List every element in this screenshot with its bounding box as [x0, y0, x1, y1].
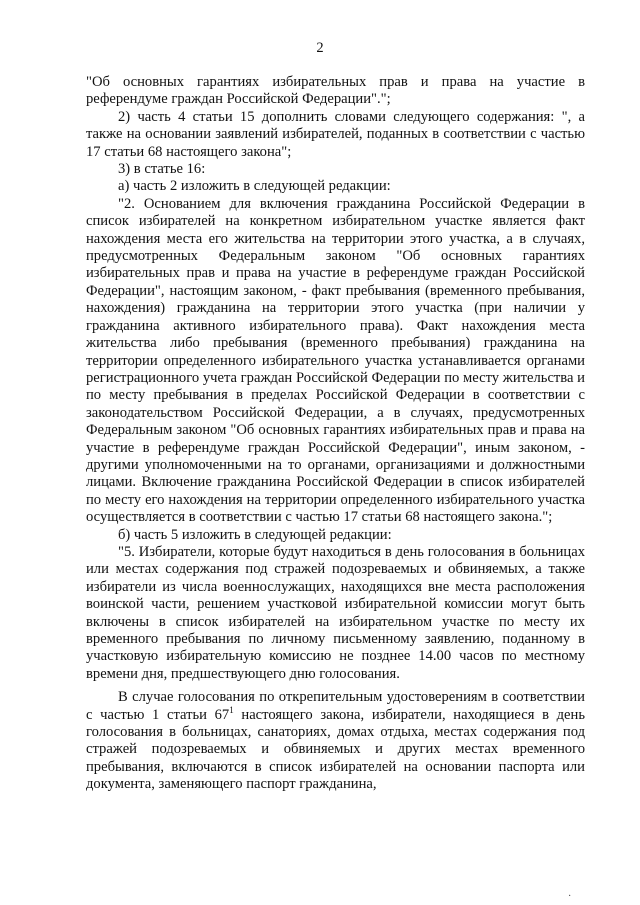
corner-mark: ·	[568, 891, 572, 902]
paragraph-absentee-voting	[86, 689, 585, 793]
page-number: 2	[316, 40, 324, 56]
paragraph-part-5-text: "5. Избиратели, которые будут находиться в день голосования в больницах или местах содержания под стражей подозреваемых и обвиняемых, а также избиратели из числа военнослужащих, находящихся вне места расположения воинской части, решением участковой избирательной комиссии могут быть включены в список избирателей на избирательном участке по месту их временного пребывания по личному письменному заявлению, поданному в участковую избирательную комиссию не позднее 14.00 часов по местному времени дня, предшествующего дню голосования.	[86, 543, 585, 682]
paragraph-item-3b: б) часть 5 изложить в следующей редакции:	[118, 526, 392, 543]
paragraph-absentee-voting-start: В случае голосования по открепительным удостоверениям в соответствии с частью 1 статьи 67	[86, 689, 585, 723]
article-superscript: 1	[229, 704, 234, 715]
paragraph-absentee-voting-end: настоящего закона, избиратели, находящиеся в день голосования в больницах, санаториях, домах отдыха, местах содержания под стражей подозреваемых и обвиняемых и других местах временного пребывания, включаются в список избирателей на основании паспорта или документа, заменяющего паспорт гражданина,	[86, 706, 585, 793]
document-body	[86, 74, 585, 794]
paragraph-law-title-end: "Об основных гарантиях избирательных прав и права на участие в референдуме граждан Российской Федерации".";	[86, 74, 585, 108]
paragraph-item-3: 3) в статье 16:	[118, 161, 206, 178]
paragraph-part-2-text: "2. Основанием для включения гражданина Российской Федерации в список избирателей на конкретном избирательном участке является факт нахождения места его жительства на территории этого участка, а в случаях, предусмотренных Федеральным законом "Об основных гарантиях избирательных прав и права на участие в референдуме граждан Российской Федерации", настоящим законом, - факт пребывания (временного пребывания, нахождения) гражданина на территории этого участка (при наличии у гражданина активного избирательного права). Факт нахождения места жительства либо пребывания (временного пребывания) гражданина на территории определенного избирательного участка устанавливается органами регистрационного учета граждан Российской Федерации по месту жительства и по месту пребывания в пределах Российской Федерации в соответствии с законодательством Российской Федерации, а в случаях, предусмотренных Федеральным законом "Об основных гарантиях избирательных прав и права на участие в референдуме граждан Российской Федерации", иным законом, - другими уполномоченными на то органами, организациями и должностными лицами. Включение гражданина Российской Федерации в список избирателей по месту его нахождения на территории определенного избирательного участка осуществляется в соответствии с частью 17 статьи 68 настоящего закона.";	[86, 195, 585, 526]
paragraph-item-3a: а) часть 2 изложить в следующей редакции:	[118, 178, 391, 195]
paragraph-item-2: 2) часть 4 статьи 15 дополнить словами следующего содержания: ", а также на основании заявлений избирателей, поданных в соответствии с частью 17 статьи 68 настоящего закона";	[86, 108, 585, 160]
